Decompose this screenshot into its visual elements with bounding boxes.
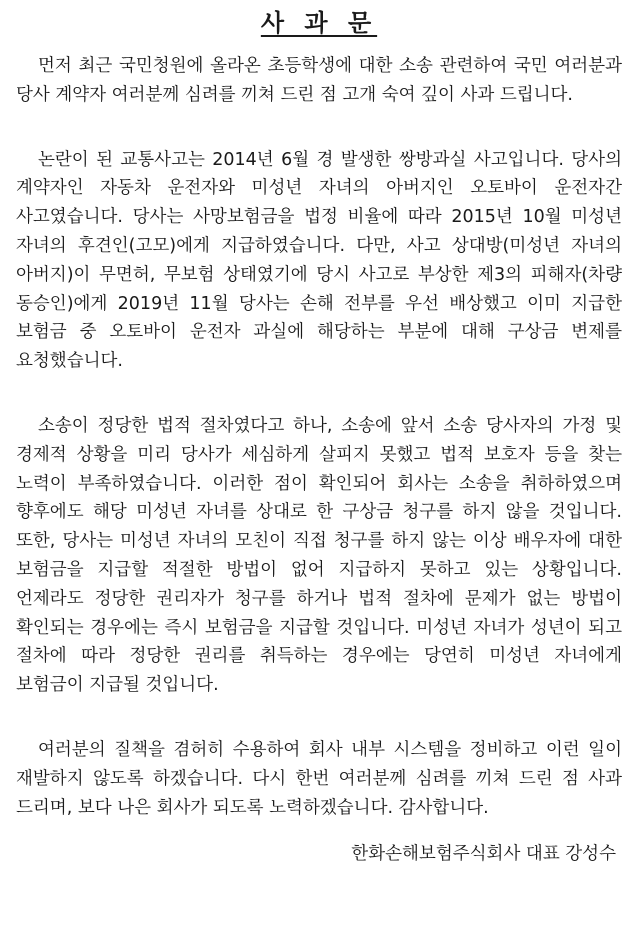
paragraph-closing: 여러분의 질책을 겸허히 수용하여 회사 내부 시스템을 정비하고 이런 일이 재발하지 않도록 하겠습니다. 다시 한번 여러분께 심려를 끼쳐 드린 점 사과 드리며, 보다 나은 회사가 되도록 노력하겠습니다. 감사합니다. [16, 739, 622, 818]
signature: 한화손해보험주식회사 대표 강성수 [351, 844, 616, 865]
paragraph-apology-intro: 먼저 최근 국민청원에 올라온 초등학생에 대한 소송 관련하여 국민 여러분과 당사 계약자 여러분께 심려를 끼쳐 드린 점 고개 숙여 깊이 사과 드립니다. [16, 56, 622, 105]
document-title: 사 과 문 [260, 9, 378, 37]
paragraph-lawsuit-explanation: 소송이 정당한 법적 절차였다고 하나, 소송에 앞서 소송 당사자의 가정 및 경제적 상황을 미리 당사가 세심하게 살피지 못했고 법적 보호자 등을 찾는 노력이 부족하였습니다. 이러한 점이 확인되어 회사는 소송을 취하하였으며 향후에도 해당 미성년 자녀를 상대로 한 구상금 청구를 하지 않을 것입니다. 또한, 당사는 미성년 자녀의 모친이 직접 청구를 하지 않는 이상 배우자에 대한 보험금을 지급할 적절한 방법이 없어 지급하지 못하고 있는 상황입니다. 언제라도 정당한 권리자가 청구를 하거나 법적 절차에 문제가 없는 방법이 확인되는 경우에는 즉시 보험금을 지급할 것입니다. 미성년 자녀가 성년이 되고 절차에 따라 정당한 권리를 취득하는 경우에는 당연히 미성년 자녀에게 보험금이 지급될 것입니다. [16, 415, 622, 696]
paragraph-accident-details: 논란이 된 교통사고는 2014년 6월 경 발생한 쌍방과실 사고입니다. 당사의 계약자인 자동차 운전자와 미성년 자녀의 아버지인 오토바이 운전자간 사고였습니다. 당사는 사망보험금을 법정 비율에 따라 2015년 10월 미성년 자녀의 후견인(고모)에게 지급하였습니다. 다만, 사고 상대방(미성년 자녀의 아버지)이 무면허, 무보험 상태였기에 당시 사고로 부상한 제3의 피해자(차량 동승인)에게 2019년 11월 당사는 손해 전부를 우선 배상했고 이미 지급한 보험금 중 오토바이 운전자 과실에 해당하는 부분에 대해 구상금 변제를 요청했습니다. [16, 149, 622, 372]
